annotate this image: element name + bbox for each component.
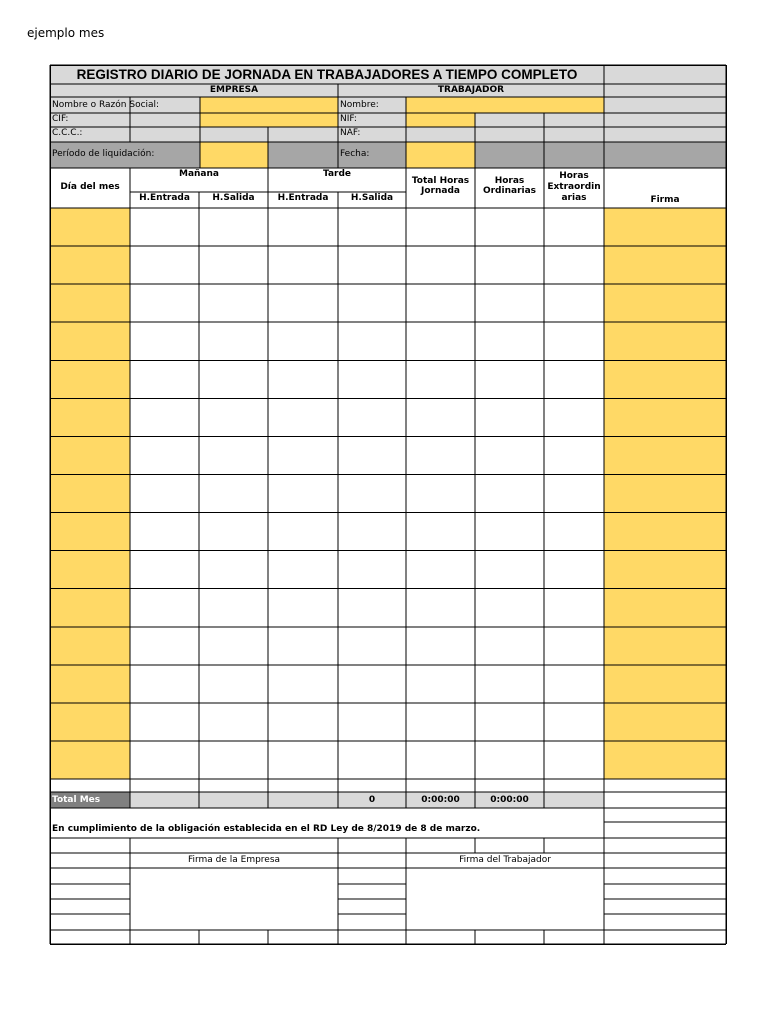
cell-fill xyxy=(604,97,726,113)
firma-cell-fill xyxy=(604,474,726,512)
firma-cell-fill xyxy=(604,665,726,703)
firma-cell-fill xyxy=(604,551,726,589)
form-title: REGISTRO DIARIO DE JORNADA EN TRABAJADORES A TIEMPO COMPLETO xyxy=(76,67,578,82)
firma-trabajador-label: Firma del Trabajador xyxy=(459,855,551,865)
firma-cell-fill xyxy=(604,436,726,474)
razon-social-label: Nombre o Razón Social: xyxy=(52,100,160,110)
firma-cell-fill xyxy=(604,513,726,551)
ordinarias-header-line2: Ordinarias xyxy=(482,186,537,196)
tarde-header: Tarde xyxy=(322,169,352,179)
cell-fill xyxy=(406,113,475,127)
firma-cell-fill xyxy=(604,703,726,741)
cell-fill xyxy=(200,113,338,127)
periodo-label: Período de liquidación: xyxy=(52,149,155,159)
compliance-text: En cumplimiento de la obligación establecida en el RD Ley de 8/2019 de 8 de marzo. xyxy=(52,824,481,834)
cell-fill xyxy=(200,142,268,168)
cell-fill xyxy=(200,97,338,113)
cell-fill xyxy=(406,142,475,168)
cell-fill xyxy=(200,127,338,142)
firma-empresa-label: Firma de la Empresa xyxy=(187,855,281,865)
dia-cell-fill xyxy=(50,208,130,246)
cif-label: CIF: xyxy=(52,114,69,124)
total-horas-header-line2: Jornada xyxy=(421,186,460,196)
extra-header-line1: Horas xyxy=(559,171,589,181)
dia-cell-fill xyxy=(50,322,130,360)
cell-fill xyxy=(268,142,338,168)
tarde-salida-header: H.Salida xyxy=(350,193,394,203)
dia-cell-fill xyxy=(50,284,130,322)
tarde-entrada-header: H.Entrada xyxy=(277,193,329,203)
firma-cell-fill xyxy=(604,741,726,779)
firma-cell-fill xyxy=(604,322,726,360)
ccc-label: C.C.C.: xyxy=(52,128,83,138)
title-side-fill xyxy=(604,65,726,84)
extra-header-line2: Extraordin xyxy=(547,182,601,192)
total-horas-header-line1: Total Horas xyxy=(411,176,470,186)
dia-cell-fill xyxy=(50,398,130,436)
firma-header: Firma xyxy=(650,195,680,205)
firma-cell-fill xyxy=(604,398,726,436)
cell-fill xyxy=(475,142,726,168)
empresa-header: EMPRESA xyxy=(209,85,259,95)
fecha-label: Fecha: xyxy=(340,149,370,159)
manana-header: Mañana xyxy=(179,169,219,179)
nombre-label: Nombre: xyxy=(340,100,379,110)
document-label: ejemplo mes xyxy=(27,26,105,40)
cell-fill xyxy=(50,113,200,127)
firma-cell-fill xyxy=(604,627,726,665)
extra-header-line3: arias xyxy=(561,193,587,203)
total-horas-value: 0 xyxy=(368,795,376,805)
firma-cell-fill xyxy=(604,208,726,246)
dia-cell-fill xyxy=(50,474,130,512)
nif-label: NIF: xyxy=(340,114,357,124)
dia-cell-fill xyxy=(50,627,130,665)
dia-cell-fill xyxy=(50,360,130,398)
firma-cell-fill xyxy=(604,589,726,627)
firma-cell-fill xyxy=(604,284,726,322)
dia-cell-fill xyxy=(50,703,130,741)
manana-entrada-header: H.Entrada xyxy=(139,193,190,203)
dia-cell-fill xyxy=(50,589,130,627)
ordinarias-header-line1: Horas xyxy=(494,176,525,186)
cell-fill xyxy=(475,113,604,127)
dia-cell-fill xyxy=(50,513,130,551)
cell-fill xyxy=(130,792,338,808)
dia-cell-fill xyxy=(50,741,130,779)
naf-label: NAF: xyxy=(340,128,361,138)
firma-cell-fill xyxy=(604,360,726,398)
total-mes-label: Total Mes xyxy=(52,795,101,805)
cell-fill xyxy=(604,113,726,127)
dia-mes-header: Día del mes xyxy=(60,182,120,192)
dia-cell-fill xyxy=(50,246,130,284)
total-ordinarias-value: 0:00:00 xyxy=(421,795,460,805)
firma-cell-fill xyxy=(604,246,726,284)
dia-cell-fill xyxy=(50,665,130,703)
total-extra-value: 0:00:00 xyxy=(490,795,529,805)
cell-fill xyxy=(406,97,604,113)
dia-cell-fill xyxy=(50,436,130,474)
manana-salida-header: H.Salida xyxy=(212,193,255,203)
cell-fill xyxy=(406,127,604,142)
trabajador-header: TRABAJADOR xyxy=(437,85,505,95)
cell-fill xyxy=(604,127,726,142)
dia-cell-fill xyxy=(50,551,130,589)
